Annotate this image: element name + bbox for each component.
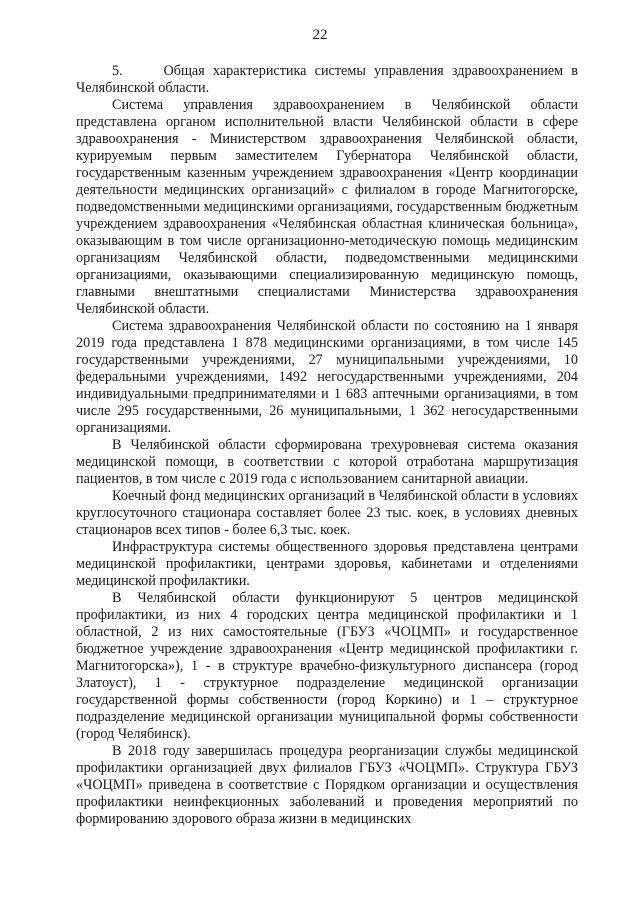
document-body bbox=[76, 63, 578, 828]
paragraph-bed-capacity: Коечный фонд медицинских организаций в Челябинской области в условиях круглосуточного стационара составляет более 23 тыс. коек, в условиях дневных стационаров всех типов - более 6,3 тыс. коек. bbox=[76, 488, 578, 538]
paragraph-management-system: Система управления здравоохранением в Челябинской области представлена органом исполнительной власти Челябинской области в сфере здравоохранения - Министерством здравоохранения Челябинской области, курируемым первым заместителем Губернатора Челябинской области, государственным казенным учреждением здравоохранения «Центр координации деятельности медицинских организаций» с филиалом в городе Магнитогорске, подведомственными медицинскими организациями, государственным бюджетным учреждением здравоохранения «Челябинская областная клиническая больница», оказывающим в том числе организационно-методическую помощь медицинским организациям Челябинской области, подведомственными медицинскими организациями, оказывающими специализированную медицинскую помощь, главными внештатными специалистами Министерства здравоохранения Челябинской области. bbox=[76, 97, 578, 317]
paragraph-three-level-system: В Челябинской области сформирована трехуровневая система оказания медицинской помощи, в соответствии с которой отработана маршрутизация пациентов, в том числе с 2019 года с использованием санитарной авиации. bbox=[76, 437, 578, 487]
paragraph-public-health-infrastructure: Инфраструктура системы общественного здоровья представлена центрами медицинской профилактики, центрами здоровья, кабинетами и отделениями медицинской профилактики. bbox=[76, 539, 578, 589]
paragraph-prevention-centers: В Челябинской области функционируют 5 центров медицинской профилактики, из них 4 городских центра медицинской профилактики и 1 областной, 2 из них самостоятельные (ГБУЗ «ЧОЦМП» и государственное бюджетное учреждение здравоохранения «Центр медицинской профилактики г. Магнитогорска»), 1 - в структуре врачебно-физкультурного диспансера (город Златоуст), 1 - структурное подразделение медицинской организации государственной формы собственности (город Коркино) и 1 – структурное подразделение медицинской организации муниципальной формы собственности (город Челябинск). bbox=[76, 590, 578, 742]
section-heading: 5. Общая характеристика системы управления здравоохранением в Челябинской области. bbox=[76, 63, 578, 96]
paragraph-organizations-count: Система здравоохранения Челябинской области по состоянию на 1 января 2019 года представлена 1 878 медицинскими организациями, в том числе 145 государственными учреждениями, 27 муниципальными учреждениями, 10 федеральными учреждениями, 1492 негосударственными учреждениями, 204 индивидуальными предпринимателями и 1 683 аптечными организациями, в том числе 295 государственными, 26 муниципальными, 1 362 негосударственными организациями. bbox=[76, 318, 578, 436]
page-number: 22 bbox=[312, 27, 328, 43]
paragraph-reorganization: В 2018 году завершилась процедура реорганизации службы медицинской профилактики организацией двух филиалов ГБУЗ «ЧОЦМП». Структура ГБУЗ «ЧОЦМП» приведена в соответствие с Порядком организации и осуществления профилактики неинфекционных заболеваний и проведения мероприятий по формированию здорового образа жизни в медицинских bbox=[76, 743, 578, 827]
